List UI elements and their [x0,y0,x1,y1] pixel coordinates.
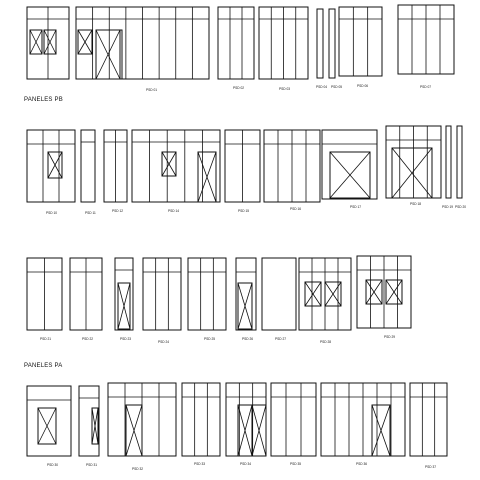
panel-label-r1-5: PSD 05 [331,85,342,89]
panel-r4-5 [226,383,266,456]
panel-label-r3-3: PSD 23 [120,337,131,341]
panel-r4-1 [27,386,71,456]
panel-outline [226,383,266,456]
panel-label-r4-4: PSD 33 [194,462,205,466]
panel-label-r2-8: PSD 18 [410,202,421,206]
panel-r2-3 [104,130,127,202]
panel-label-r2-6: PSD 16 [290,207,301,211]
panel-label-r3-5: PSD 25 [204,337,215,341]
panel-outline [27,386,71,456]
panel-r3-5 [188,258,226,330]
panel-r3-6 [236,258,256,330]
panel-r1-1 [27,7,69,79]
panel-r1-8 [398,5,454,74]
panel-outline [262,258,296,330]
panel-label-r3-4: PSD 24 [158,340,169,344]
panel-label-r4-7: PSD 36 [356,462,367,466]
panel-r1-3 [218,7,254,79]
panel-r4-4 [182,383,220,456]
panel-outline [410,383,447,456]
panel-outline [182,383,220,456]
panel-label-r3-6: PSD 26 [242,337,253,341]
panel-r2-2 [81,130,95,202]
panel-label-r4-1: PSD 30 [47,463,58,467]
panel-outline [457,126,462,198]
panel-r4-8 [410,383,447,456]
panel-r2-9 [446,126,451,198]
panel-r2-4 [132,130,220,202]
panel-label-r3-7: PSD 27 [275,337,286,341]
panel-label-r3-1: PSD 21 [40,337,51,341]
panel-label-r4-5: PSD 34 [240,462,251,466]
panel-label-r2-4: PSD 14 [168,209,179,213]
panel-label-r2-3: PSD 12 [112,209,123,213]
panel-label-r3-8: PSD 28 [320,340,331,344]
panel-label-r4-8: PSD 37 [425,465,436,469]
panel-outline [339,7,382,76]
panel-r2-7 [322,130,377,199]
panel-label-r1-6: PSD 06 [357,84,368,88]
panel-r1-7 [339,7,382,76]
panel-label-r4-2: PSD 31 [86,463,97,467]
panel-r3-1 [27,258,62,330]
panel-label-r3-2: PSD 22 [82,337,93,341]
panel-label-r2-10: PSD 20 [455,205,466,209]
panel-outline [218,7,254,79]
panel-r4-6 [271,383,316,456]
panel-label-r4-6: PSD 35 [290,462,301,466]
panel-outline [81,130,95,202]
panel-r2-6 [264,130,320,202]
panel-r3-2 [70,258,102,330]
panel-outline [143,258,181,330]
panel-outline [317,9,323,78]
panel-label-r2-1: PSD 10 [46,211,57,215]
panel-label-r1-3: PSD 03 [279,87,290,91]
panel-outline [188,258,226,330]
panel-outline [27,130,75,202]
panel-r4-2 [79,386,99,456]
panel-r1-4 [259,7,308,79]
panel-r2-8 [386,126,441,198]
panel-r3-3 [115,258,133,330]
panel-r3-7 [262,258,296,330]
panel-r3-4 [143,258,181,330]
panel-r3-9 [357,256,411,328]
panel-label-r1-1: PSD 01 [146,88,157,92]
panel-label-r3-9: PSD 29 [384,335,395,339]
panel-label-r2-5: PSD 15 [238,209,249,213]
panel-outline [446,126,451,198]
panel-outline [236,258,256,330]
panel-r2-5 [225,130,260,202]
panel-label-r2-9: PSD 19 [442,205,453,209]
panel-r4-3 [108,383,176,456]
panel-label-r2-7: PSD 17 [350,205,361,209]
panel-label-r4-3: PSD 32 [132,467,143,471]
panel-label-r2-2: PSD 11 [85,211,96,215]
panel-label-r1-7: PSD 07 [420,85,431,89]
panel-r3-8 [299,258,351,330]
panel-r4-7 [321,383,405,456]
panel-r1-5 [317,9,323,78]
panel-label-r1-4: PSD 04 [316,85,327,89]
panel-r2-1 [27,130,75,202]
section-title-pb: PANELES PB [24,97,63,103]
panel-r1-6 [329,9,335,78]
panel-outline [329,9,335,78]
section-title-pa: PANELES PA [24,363,63,369]
panel-outline [271,383,316,456]
panel-label-r1-2: PSD 02 [233,86,244,90]
panel-r2-10 [457,126,462,198]
door-r2-4 [198,152,216,202]
